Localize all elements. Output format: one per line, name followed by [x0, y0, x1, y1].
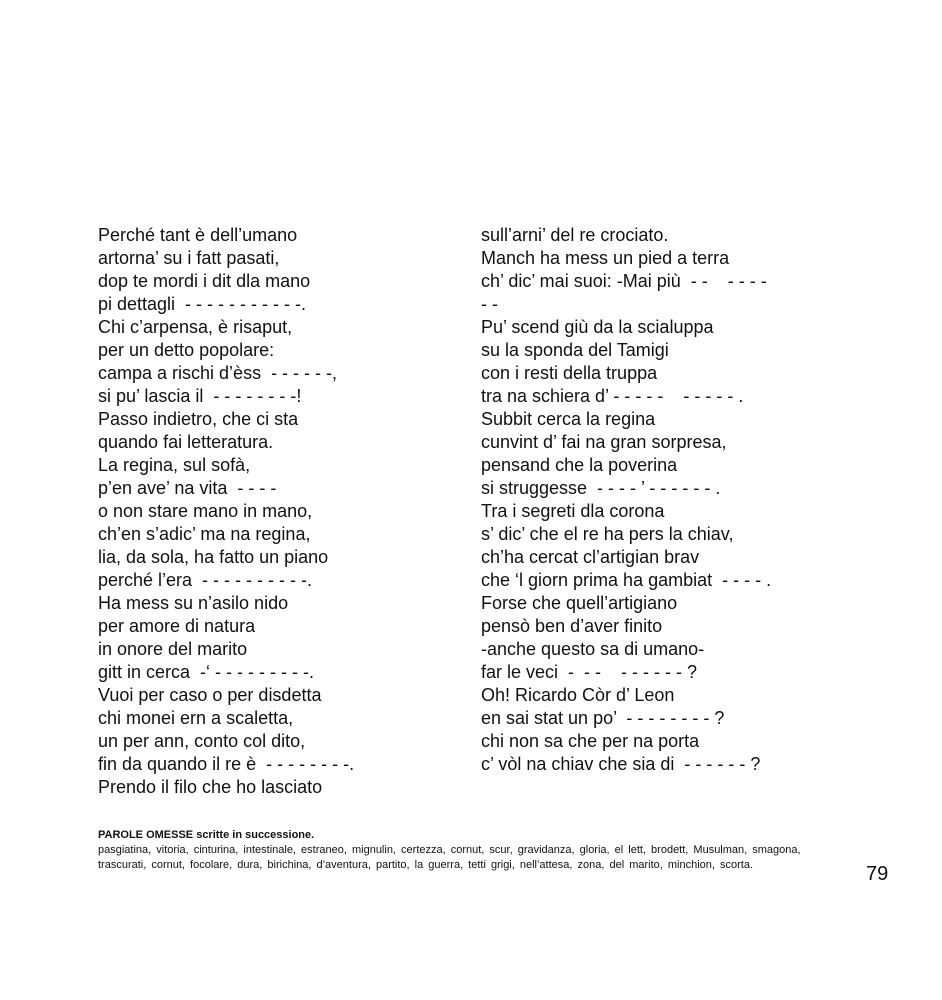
poem-line: su la sponda del Tamigi: [481, 340, 669, 360]
poem-line: ch’en s’adic’ ma na regina,: [98, 524, 311, 544]
poem-line: Forse che quell’artigiano: [481, 593, 678, 613]
page-number: 79: [866, 863, 889, 885]
poem-line: tra na schiera d’ - - - - - - - - - - .: [481, 386, 744, 406]
poem-line: che ‘l giorn prima ha gambiat - - - - .: [481, 570, 772, 590]
poem-line: perché l’era - - - - - - - - - -.: [98, 570, 313, 590]
poem-line: un per ann, conto col dito,: [98, 731, 306, 751]
poem-line: chi non sa che per na porta: [481, 731, 700, 751]
poem-line: Pu’ scend giù da la scialuppa: [481, 317, 714, 337]
poem-line: in onore del marito: [98, 639, 248, 659]
poem-line: p’en ave’ na vita - - - -: [98, 478, 277, 498]
poem-line: cunvint d’ fai na gran sorpresa,: [481, 432, 727, 452]
poem-line: dop te mordi i dit dla mano: [98, 271, 311, 291]
poem-line: ch’ dic’ mai suoi: -Mai più - - - - - -: [481, 271, 767, 291]
poem-line: Vuoi per caso o per disdetta: [98, 685, 322, 705]
poem-line: s’ dic’ che el re ha pers la chiav,: [481, 524, 734, 544]
poem-line: Manch ha mess un pied a terra: [481, 248, 730, 268]
poem-line: en sai stat un po’ - - - - - - - - ?: [481, 708, 725, 728]
poem-line: lia, da sola, ha fatto un piano: [98, 547, 329, 567]
poem-line: Prendo il filo che ho lasciato: [98, 777, 323, 797]
poem-line: sull’arni’ del re crociato.: [481, 225, 669, 245]
poem-line: - -: [481, 294, 498, 314]
poem-line: per un detto popolare:: [98, 340, 275, 360]
footnote-text: pasgiatina, vitoria, cinturina, intestinale, estraneo, mignulin, certezza, cornut, scur, gravidanza, gloria, el lett, brodett, Musulman, smagona, trascurati, cornut, focolare, dura, birichina, d’aventura, partito, la guerra, tetti grigi, nell’attesa, zona, del marito, minchion, scorta.: [98, 844, 801, 871]
poem-line: o non stare mano in mano,: [98, 501, 313, 521]
poem-line: La regina, sul sofà,: [98, 455, 251, 475]
footnote: [98, 828, 828, 873]
poem-right-column: [481, 224, 921, 776]
poem-line: Chi c’arpensa, è risaput,: [98, 317, 293, 337]
poem-line: Passo indietro, che ci sta: [98, 409, 299, 429]
poem-line: pi dettagli - - - - - - - - - - -.: [98, 294, 307, 314]
poem-line: si struggesse - - - - ’ - - - - - - .: [481, 478, 721, 498]
poem-line: c’ vòl na chiav che sia di - - - - - - ?: [481, 754, 761, 774]
poem-line: per amore di natura: [98, 616, 256, 636]
poem-line: chi monei ern a scaletta,: [98, 708, 294, 728]
poem-line: con i resti della truppa: [481, 363, 658, 383]
poem-line: ch’ha cercat cl’artigian brav: [481, 547, 700, 567]
poem-line: Subbit cerca la regina: [481, 409, 656, 429]
poem-line: Oh! Ricardo Còr d’ Leon: [481, 685, 675, 705]
poem-line: si pu’ lascia il - - - - - - - -!: [98, 386, 302, 406]
footnote-title: PAROLE OMESSE scritte in successione.: [98, 829, 315, 841]
poem-line: quando fai letteratura.: [98, 432, 274, 452]
poem-left-column: [98, 224, 468, 799]
poem-line: Ha mess su n’asilo nido: [98, 593, 289, 613]
poem-line: Tra i segreti dla corona: [481, 501, 665, 521]
poem-line: artorna’ su i fatt pasati,: [98, 248, 280, 268]
poem-line: fin da quando il re è - - - - - - - -.: [98, 754, 355, 774]
poem-line: Perché tant è dell’umano: [98, 225, 298, 245]
poem-line: -anche questo sa di umano-: [481, 639, 705, 659]
poem-line: campa a rischi d’èss - - - - - -,: [98, 363, 338, 383]
poem-line: gitt in cerca -‘ - - - - - - - - -.: [98, 662, 314, 682]
poem-line: pensand che la poverina: [481, 455, 678, 475]
poem-line: far le veci - - - - - - - - - ?: [481, 662, 697, 682]
poem-line: pensò ben d’aver finito: [481, 616, 663, 636]
